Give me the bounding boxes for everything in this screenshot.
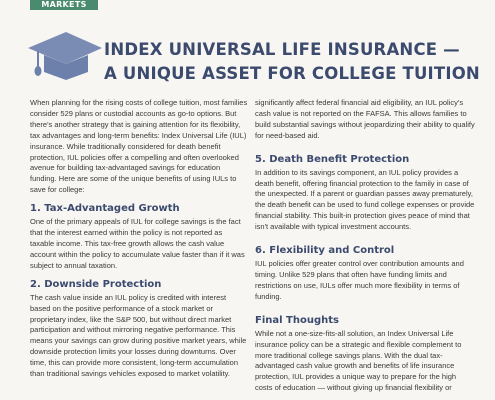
section-body: In addition to its savings component, an IUL policy provides a death benefit, offering financial protection to the family in case of the unexpected. If a parent or guardian passes away prematurely, the death benefit can be used to fund college expenses or provide financial stability. This built-in protection gives peace of mind that isn't available with typical investment accounts. [255,167,475,232]
section-tag: MARKETS [30,0,98,10]
right-column [255,98,475,394]
left-column [30,98,248,380]
section-heading: 1. Tax-Advantaged Growth [30,203,180,215]
title-line-2: A UNIQUE ASSET FOR COLLEGE TUITION [104,64,480,83]
section-heading: Final Thoughts [255,314,339,326]
section-heading: 2. Downside Protection [30,278,162,290]
section-body: The cash value inside an IUL policy is credited with interest based on the positive performance of a stock market or proprietary index, like the S&P 500, but without direct market participation and without mirroring negative performance. This means your savings can grow during positive market years, while downside protection limits your losses during downturns. Over time, this can provide more consistent, long-term accumulation than traditional savings vehicles exposed to market volatility. [30,292,247,379]
continued-paragraph: significantly affect federal financial aid eligibility, an IUL policy's cash value is not reported on the FAFSA. This allows families to build substantial savings without jeopardizing their ability to qualify for need-based aid. [255,98,475,140]
section-heading: 5. Death Benefit Protection [255,153,410,165]
title-line-1: INDEX UNIVERSAL LIFE INSURANCE — [104,40,460,59]
section-heading: 6. Flexibility and Control [255,245,395,257]
intro-paragraph: When planning for the rising costs of college tuition, most families consider 529 plans or custodial accounts as go-to options. But there's another strategy that is gaining attention for its flexibility, tax advantages and long-term benefits: Index Universal Life (IUL) insurance. While traditionally considered for death benefit protection, IUL policies offer a compelling and often overlooked avenue for building tax-advantaged savings for education funding. Here are some of the unique benefits of using IULs to save for college: [30,98,248,195]
section-body: One of the primary appeals of IUL for college savings is the fact that the interest earned within the policy is not reported as taxable income. This tax-free growth allows the cash value account within the policy to accumulate value faster than if it was subject to annual taxation. [30,217,245,270]
article-title [104,38,489,86]
graduation-cap-icon [26,24,104,84]
section-body: While not a one-size-fits-all solution, an Index Universal Life insurance policy can be a strategic and flexible complement to more traditional college savings plans. With the dual tax-advantaged cash value growth and benefits of life insurance protection, IUL provides a unique way to prepare for the high costs of education — without giving up financial flexibility or [255,328,462,393]
section-body: IUL policies offer greater control over contribution amounts and timing. Unlike 529 plans that often have funding limits and restrictions on use, IULs offer much more flexibility in terms of funding. [255,259,464,301]
